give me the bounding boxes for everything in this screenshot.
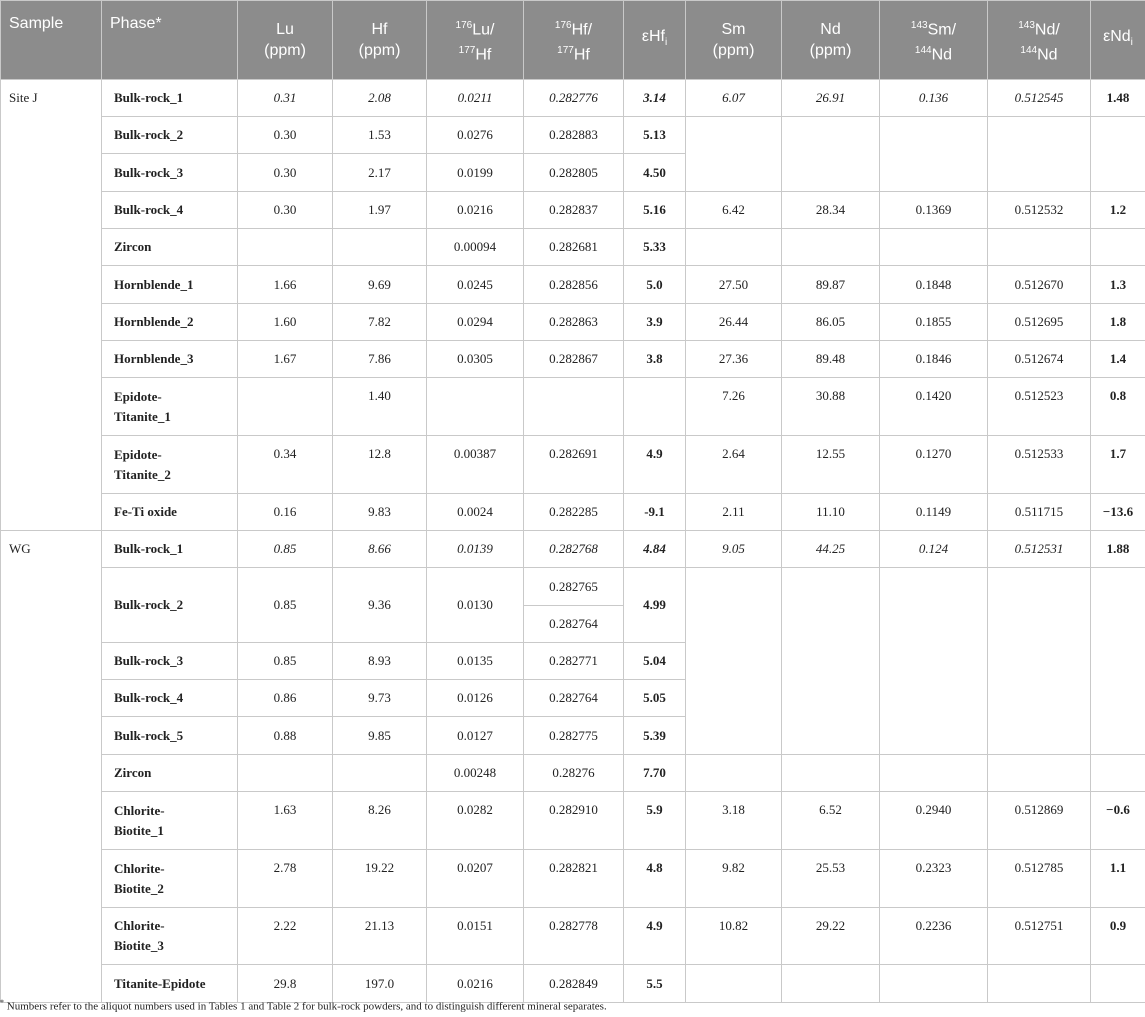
- epsilon-hf-cell: 3.14: [624, 80, 686, 117]
- sm-cell: 27.50: [686, 266, 782, 304]
- nd-nd-cell: [988, 965, 1091, 1003]
- nd-cell: [782, 965, 880, 1003]
- table-row: [1, 341, 1145, 378]
- col-header-lu: Lu (ppm): [238, 1, 333, 80]
- hf-hf-cell: 0.282775: [524, 717, 624, 755]
- col-header-epsilon-nd: εNd$_i$: [1091, 1, 1145, 80]
- nd-nd-cell: 0.512670: [988, 266, 1091, 304]
- hf-hf-cell: 0.282837: [524, 192, 624, 229]
- lu-cell: 0.30: [238, 192, 333, 229]
- nd-nd-cell: [988, 229, 1091, 266]
- hf-cell: [333, 755, 427, 792]
- hf-hf-cell: 0.282285: [524, 494, 624, 531]
- col-header-nd: Nd (ppm): [782, 1, 880, 80]
- sm-nd-cell: 0.1855: [880, 304, 988, 341]
- hf-hf-cell: [524, 378, 624, 436]
- sm-nd-cell: 0.1369: [880, 192, 988, 229]
- table-row: [1, 792, 1145, 850]
- lu-hf-cell: 0.0024: [427, 494, 524, 531]
- sm-nd-cell: 0.136: [880, 80, 988, 117]
- hf-cell: 197.0: [333, 965, 427, 1003]
- hf-cell: 8.66: [333, 531, 427, 568]
- lu-hf-cell: 0.0207: [427, 850, 524, 908]
- nd-cell: 86.05: [782, 304, 880, 341]
- nd-cell: [782, 755, 880, 792]
- epsilon-hf-cell: 4.99: [624, 568, 686, 643]
- lu-hf-cell: 0.0151: [427, 908, 524, 965]
- nd-cell: 29.22: [782, 908, 880, 965]
- hf-cell: 2.08: [333, 80, 427, 117]
- table-row: [1, 494, 1145, 531]
- phase-cell: Chlorite- Biotite_1: [102, 792, 238, 850]
- lu-cell: [238, 755, 333, 792]
- hf-hf-cell: 0.282883: [524, 117, 624, 154]
- phase-cell: Bulk-rock_2: [102, 568, 238, 643]
- phase-cell: Zircon: [102, 229, 238, 266]
- hf-hf-cell: 0.282765: [524, 568, 624, 606]
- hf-cell: 1.97: [333, 192, 427, 229]
- phase-cell: Hornblende_1: [102, 266, 238, 304]
- sm-nd-cell: 0.2236: [880, 908, 988, 965]
- nd-nd-cell: 0.512785: [988, 850, 1091, 908]
- lu-hf-cell: 0.0211: [427, 80, 524, 117]
- sm-nd-cell: 0.1270: [880, 436, 988, 494]
- lu-cell: 0.30: [238, 154, 333, 192]
- nd-cell: 6.52: [782, 792, 880, 850]
- lu-cell: 0.85: [238, 643, 333, 680]
- col-header-hf-hf-ratio: $^{176}$Hf/ $^{177}$Hf: [524, 1, 624, 80]
- lu-hf-cell: 0.0294: [427, 304, 524, 341]
- hf-hf-cell: 0.282691: [524, 436, 624, 494]
- phase-cell: Chlorite- Biotite_3: [102, 908, 238, 965]
- epsilon-nd-cell: 1.2: [1091, 192, 1145, 229]
- epsilon-hf-cell: [624, 378, 686, 436]
- lu-hf-cell: 0.0216: [427, 192, 524, 229]
- sm-cell: 10.82: [686, 908, 782, 965]
- lu-hf-cell: [427, 378, 524, 436]
- epsilon-hf-cell: 5.13: [624, 117, 686, 154]
- table-row: [1, 850, 1145, 908]
- sm-nd-cell: [880, 229, 988, 266]
- table-row: [1, 266, 1145, 304]
- empty-cell: [686, 568, 782, 755]
- sample-label: Site J: [1, 80, 102, 531]
- empty-cell: [782, 568, 880, 755]
- lu-hf-cell: 0.0245: [427, 266, 524, 304]
- epsilon-nd-cell: 1.4: [1091, 341, 1145, 378]
- epsilon-hf-cell: 5.04: [624, 643, 686, 680]
- phase-cell: Bulk-rock_1: [102, 531, 238, 568]
- hf-cell: 8.93: [333, 643, 427, 680]
- epsilon-hf-cell: 4.8: [624, 850, 686, 908]
- col-header-hf: Hf (ppm): [333, 1, 427, 80]
- lu-hf-cell: 0.0130: [427, 568, 524, 643]
- hf-hf-cell: 0.282778: [524, 908, 624, 965]
- lu-hf-cell: 0.0127: [427, 717, 524, 755]
- lu-cell: 0.85: [238, 531, 333, 568]
- nd-nd-cell: 0.512751: [988, 908, 1091, 965]
- epsilon-nd-cell: 0.9: [1091, 908, 1145, 965]
- hf-cell: 7.82: [333, 304, 427, 341]
- epsilon-hf-cell: 7.70: [624, 755, 686, 792]
- nd-nd-cell: 0.512695: [988, 304, 1091, 341]
- col-header-lu-hf-ratio: $^{176}$Lu/ $^{177}$Hf: [427, 1, 524, 80]
- table-row: [1, 568, 1145, 606]
- table-row: [1, 304, 1145, 341]
- nd-cell: 44.25: [782, 531, 880, 568]
- hf-cell: 9.36: [333, 568, 427, 643]
- epsilon-nd-cell: −0.6: [1091, 792, 1145, 850]
- hf-hf-cell: 0.28276: [524, 755, 624, 792]
- lu-cell: 1.66: [238, 266, 333, 304]
- table-row: [1, 965, 1145, 1003]
- epsilon-hf-cell: 4.9: [624, 908, 686, 965]
- table-row: [1, 531, 1145, 568]
- hf-cell: 1.40: [333, 378, 427, 436]
- sm-cell: 26.44: [686, 304, 782, 341]
- nd-nd-cell: 0.512533: [988, 436, 1091, 494]
- hf-hf-cell: 0.282867: [524, 341, 624, 378]
- lu-hf-cell: 0.0216: [427, 965, 524, 1003]
- lu-cell: [238, 229, 333, 266]
- table-row: [1, 378, 1145, 436]
- nd-nd-cell: 0.512869: [988, 792, 1091, 850]
- phase-cell: Bulk-rock_3: [102, 154, 238, 192]
- nd-nd-cell: [988, 755, 1091, 792]
- lu-hf-cell: 0.0282: [427, 792, 524, 850]
- header-row: [1, 1, 1145, 80]
- lu-hf-cell: 0.0126: [427, 680, 524, 717]
- sm-cell: 6.42: [686, 192, 782, 229]
- lu-hf-cell: 0.0305: [427, 341, 524, 378]
- phase-cell: Epidote- Titanite_2: [102, 436, 238, 494]
- nd-nd-cell: 0.512532: [988, 192, 1091, 229]
- sm-cell: 7.26: [686, 378, 782, 436]
- nd-cell: 26.91: [782, 80, 880, 117]
- epsilon-hf-cell: 3.8: [624, 341, 686, 378]
- sm-nd-cell: 0.1420: [880, 378, 988, 436]
- lu-cell: 1.67: [238, 341, 333, 378]
- hf-cell: 9.69: [333, 266, 427, 304]
- hf-hf-cell: 0.282776: [524, 80, 624, 117]
- hf-cell: 9.73: [333, 680, 427, 717]
- phase-cell: Hornblende_2: [102, 304, 238, 341]
- hf-cell: 21.13: [333, 908, 427, 965]
- sm-cell: 2.11: [686, 494, 782, 531]
- lu-hf-cell: 0.00248: [427, 755, 524, 792]
- empty-cell: [988, 568, 1091, 755]
- hf-cell: 12.8: [333, 436, 427, 494]
- lu-hf-cell: 0.0135: [427, 643, 524, 680]
- empty-cell: [1091, 117, 1145, 192]
- nd-cell: 28.34: [782, 192, 880, 229]
- lu-cell: 0.86: [238, 680, 333, 717]
- sm-nd-cell: 0.2323: [880, 850, 988, 908]
- epsilon-nd-cell: 1.3: [1091, 266, 1145, 304]
- lu-cell: 2.22: [238, 908, 333, 965]
- phase-cell: Bulk-rock_3: [102, 643, 238, 680]
- hf-hf-cell: 0.282681: [524, 229, 624, 266]
- phase-cell: Chlorite- Biotite_2: [102, 850, 238, 908]
- sm-cell: 6.07: [686, 80, 782, 117]
- sm-nd-cell: 0.1846: [880, 341, 988, 378]
- sm-cell: 9.05: [686, 531, 782, 568]
- hf-cell: 1.53: [333, 117, 427, 154]
- hf-cell: 7.86: [333, 341, 427, 378]
- sm-nd-cell: 0.1848: [880, 266, 988, 304]
- epsilon-hf-cell: 5.05: [624, 680, 686, 717]
- col-header-sm: Sm (ppm): [686, 1, 782, 80]
- table-row: [1, 192, 1145, 229]
- sm-cell: [686, 229, 782, 266]
- lu-cell: 0.34: [238, 436, 333, 494]
- sm-nd-cell: 0.124: [880, 531, 988, 568]
- phase-cell: Titanite-Epidote: [102, 965, 238, 1003]
- hf-hf-cell: 0.282764: [524, 606, 624, 643]
- phase-cell: Bulk-rock_4: [102, 192, 238, 229]
- epsilon-nd-cell: 1.7: [1091, 436, 1145, 494]
- nd-cell: 30.88: [782, 378, 880, 436]
- lu-cell: 29.8: [238, 965, 333, 1003]
- sm-nd-cell: 0.1149: [880, 494, 988, 531]
- epsilon-nd-cell: [1091, 229, 1145, 266]
- hf-cell: 9.83: [333, 494, 427, 531]
- phase-cell: Bulk-rock_2: [102, 117, 238, 154]
- table-row: [1, 755, 1145, 792]
- nd-nd-cell: 0.512545: [988, 80, 1091, 117]
- col-header-epsilon-hf: εHf$_i$: [624, 1, 686, 80]
- sm-nd-cell: [880, 755, 988, 792]
- lu-cell: [238, 378, 333, 436]
- epsilon-hf-cell: 4.9: [624, 436, 686, 494]
- epsilon-hf-cell: 5.16: [624, 192, 686, 229]
- nd-cell: [782, 229, 880, 266]
- lu-cell: 1.60: [238, 304, 333, 341]
- lu-cell: 0.88: [238, 717, 333, 755]
- hf-hf-cell: 0.282910: [524, 792, 624, 850]
- sm-cell: 2.64: [686, 436, 782, 494]
- hf-hf-cell: 0.282805: [524, 154, 624, 192]
- epsilon-hf-cell: 5.33: [624, 229, 686, 266]
- sm-cell: [686, 965, 782, 1003]
- lu-cell: 0.30: [238, 117, 333, 154]
- hf-cell: 8.26: [333, 792, 427, 850]
- table-row: [1, 117, 1145, 154]
- epsilon-nd-cell: 1.1: [1091, 850, 1145, 908]
- empty-cell: [782, 117, 880, 192]
- lu-cell: 0.85: [238, 568, 333, 643]
- phase-cell: Fe-Ti oxide: [102, 494, 238, 531]
- lu-cell: 1.63: [238, 792, 333, 850]
- col-header-sample: Sample: [1, 1, 102, 80]
- lu-cell: 0.16: [238, 494, 333, 531]
- lu-cell: 0.31: [238, 80, 333, 117]
- epsilon-hf-cell: 5.39: [624, 717, 686, 755]
- sm-cell: 3.18: [686, 792, 782, 850]
- empty-cell: [880, 117, 988, 192]
- hf-cell: 19.22: [333, 850, 427, 908]
- epsilon-hf-cell: 5.0: [624, 266, 686, 304]
- epsilon-hf-cell: 4.50: [624, 154, 686, 192]
- epsilon-nd-cell: 1.8: [1091, 304, 1145, 341]
- nd-cell: 89.87: [782, 266, 880, 304]
- nd-nd-cell: 0.512531: [988, 531, 1091, 568]
- nd-nd-cell: 0.511715: [988, 494, 1091, 531]
- epsilon-hf-cell: 5.9: [624, 792, 686, 850]
- sm-nd-cell: 0.2940: [880, 792, 988, 850]
- epsilon-nd-cell: −13.6: [1091, 494, 1145, 531]
- table-footnote: * Numbers refer to the aliquot numbers used in Tables 1 and Table 2 for bulk-rock powders, and to distinguish different mineral separates.: [0, 998, 607, 1013]
- hf-hf-cell: 0.282764: [524, 680, 624, 717]
- col-header-nd-nd-ratio: $^{143}$Nd/ $^{144}$Nd: [988, 1, 1091, 80]
- hf-cell: [333, 229, 427, 266]
- table-row: [1, 229, 1145, 266]
- epsilon-hf-cell: 5.5: [624, 965, 686, 1003]
- lu-hf-cell: 0.0139: [427, 531, 524, 568]
- empty-cell: [686, 117, 782, 192]
- nd-nd-cell: 0.512674: [988, 341, 1091, 378]
- phase-cell: Bulk-rock_4: [102, 680, 238, 717]
- empty-cell: [880, 568, 988, 755]
- sm-nd-cell: [880, 965, 988, 1003]
- table-row: [1, 436, 1145, 494]
- lu-hf-cell: 0.0276: [427, 117, 524, 154]
- phase-cell: Bulk-rock_1: [102, 80, 238, 117]
- hf-hf-cell: 0.282768: [524, 531, 624, 568]
- lu-cell: 2.78: [238, 850, 333, 908]
- sm-cell: [686, 755, 782, 792]
- hf-hf-cell: 0.282863: [524, 304, 624, 341]
- epsilon-nd-cell: [1091, 755, 1145, 792]
- empty-cell: [988, 117, 1091, 192]
- empty-cell: [1091, 568, 1145, 755]
- epsilon-nd-cell: 0.8: [1091, 378, 1145, 436]
- epsilon-hf-cell: 3.9: [624, 304, 686, 341]
- lu-hf-cell: 0.00094: [427, 229, 524, 266]
- hf-cell: 9.85: [333, 717, 427, 755]
- table-row: [1, 80, 1145, 117]
- epsilon-hf-cell: 4.84: [624, 531, 686, 568]
- sm-cell: 9.82: [686, 850, 782, 908]
- phase-cell: Epidote- Titanite_1: [102, 378, 238, 436]
- epsilon-hf-cell: -9.1: [624, 494, 686, 531]
- sample-label: WG: [1, 531, 102, 1003]
- hf-cell: 2.17: [333, 154, 427, 192]
- nd-cell: 12.55: [782, 436, 880, 494]
- sm-cell: 27.36: [686, 341, 782, 378]
- epsilon-nd-cell: [1091, 965, 1145, 1003]
- phase-cell: Zircon: [102, 755, 238, 792]
- hf-hf-cell: 0.282771: [524, 643, 624, 680]
- epsilon-nd-cell: 1.48: [1091, 80, 1145, 117]
- phase-cell: Bulk-rock_5: [102, 717, 238, 755]
- hf-hf-cell: 0.282849: [524, 965, 624, 1003]
- table-row: [1, 908, 1145, 965]
- phase-cell: Hornblende_3: [102, 341, 238, 378]
- nd-cell: 25.53: [782, 850, 880, 908]
- nd-cell: 89.48: [782, 341, 880, 378]
- hf-hf-cell: 0.282821: [524, 850, 624, 908]
- hf-hf-cell: 0.282856: [524, 266, 624, 304]
- lu-hf-cell: 0.00387: [427, 436, 524, 494]
- nd-nd-cell: 0.512523: [988, 378, 1091, 436]
- lu-hf-cell: 0.0199: [427, 154, 524, 192]
- epsilon-nd-cell: 1.88: [1091, 531, 1145, 568]
- nd-cell: 11.10: [782, 494, 880, 531]
- col-header-sm-nd-ratio: $^{143}$Sm/ $^{144}$Nd: [880, 1, 988, 80]
- col-header-phase: Phase*: [102, 1, 238, 80]
